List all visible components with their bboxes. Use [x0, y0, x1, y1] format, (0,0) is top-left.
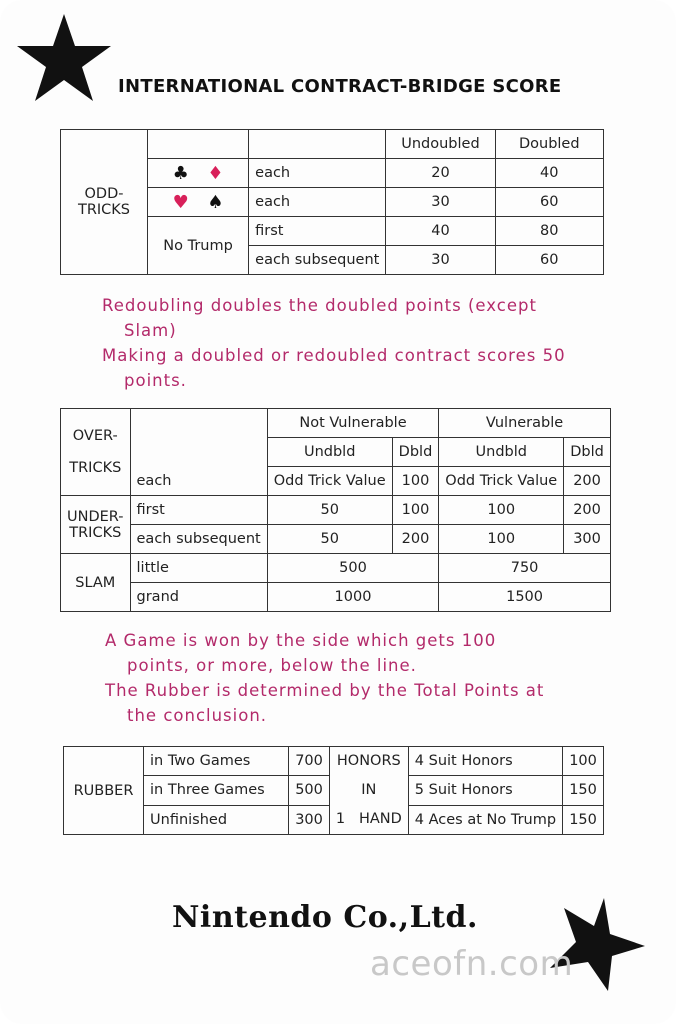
row-label: each — [249, 159, 386, 188]
odd-tricks-label: ODD- TRICKS — [61, 130, 148, 275]
cell-value: 300 — [564, 525, 611, 554]
cell-value: 300 — [289, 805, 330, 834]
no-trump-label: No Trump — [148, 217, 249, 275]
cell-value: 100 — [392, 467, 439, 496]
brand-logo: Nintendo Co.,Ltd. — [172, 900, 478, 935]
spade-icon: ♠ — [207, 191, 224, 213]
cell-value: 40 — [386, 217, 495, 246]
row-label: little — [130, 554, 267, 583]
overtricks-label: OVER- TRICKS — [61, 409, 131, 496]
cell-value: 60 — [495, 188, 603, 217]
heart-icon: ♥ — [172, 191, 189, 213]
row-label: in Two Games — [144, 747, 289, 776]
undertricks-label: UNDER- TRICKS — [61, 496, 131, 554]
row-label: 4 Suit Honors — [408, 747, 562, 776]
cell-value: Odd Trick Value — [439, 467, 564, 496]
row-label: in Three Games — [144, 776, 289, 805]
row-label: each subsequent — [249, 246, 386, 275]
row-label: 4 Aces at No Trump — [408, 805, 562, 834]
redouble-note: Redoubling doubles the doubled points (except Slam) Making a doubled or redoubled contract scores 50 points. — [102, 296, 566, 390]
row-label: first — [249, 217, 386, 246]
cell-value: 500 — [267, 554, 439, 583]
cell-value: 50 — [267, 496, 392, 525]
row-label: first — [130, 496, 267, 525]
row-label: each — [249, 188, 386, 217]
slam-label: SLAM — [61, 554, 131, 612]
cell-value: 100 — [392, 496, 439, 525]
col-undoubled: Undoubled — [386, 130, 495, 159]
row-label: grand — [130, 583, 267, 612]
col-dbld: Dbld — [564, 438, 611, 467]
cell-value: 200 — [564, 467, 611, 496]
watermark: aceofn.com — [370, 944, 574, 984]
minor-suits — [148, 159, 249, 188]
col-dbld: Dbld — [392, 438, 439, 467]
row-label: each subsequent — [130, 525, 267, 554]
cell-value: Odd Trick Value — [267, 467, 392, 496]
cell-value: 750 — [439, 554, 611, 583]
star-icon — [14, 12, 114, 104]
honors-label: HONORS IN 1 HAND — [329, 747, 408, 835]
cell-value: 60 — [495, 246, 603, 275]
page-title: INTERNATIONAL CONTRACT-BRIDGE SCORE — [118, 76, 562, 97]
game-rubber-note: A Game is won by the side which gets 100 points, or more, below the line. The Rubber is determined by the Total Points at the conclusion. — [105, 631, 545, 725]
rubber-table — [63, 746, 604, 835]
vulnerable-header: Vulnerable — [439, 409, 611, 438]
col-undbld: Undbld — [267, 438, 392, 467]
cell-value: 100 — [439, 496, 564, 525]
cell-value: 100 — [563, 747, 604, 776]
cell-value: 40 — [495, 159, 603, 188]
cell-value: 1500 — [439, 583, 611, 612]
cell-value: 200 — [564, 496, 611, 525]
cell-value: 150 — [563, 805, 604, 834]
major-suits — [148, 188, 249, 217]
odd-tricks-table — [60, 129, 604, 275]
col-doubled: Doubled — [495, 130, 603, 159]
row-label: Unfinished — [144, 805, 289, 834]
cell-value: 1000 — [267, 583, 439, 612]
cell-value: 200 — [392, 525, 439, 554]
diamond-icon: ♦ — [207, 162, 224, 184]
cell-value: 80 — [495, 217, 603, 246]
not-vulnerable-header: Not Vulnerable — [267, 409, 439, 438]
overtricks-table — [60, 408, 611, 612]
cell-value: 500 — [289, 776, 330, 805]
cell-value: 100 — [439, 525, 564, 554]
col-undbld: Undbld — [439, 438, 564, 467]
club-icon: ♣ — [172, 162, 189, 184]
cell-value: 30 — [386, 188, 495, 217]
row-label: 5 Suit Honors — [408, 776, 562, 805]
cell-value: 30 — [386, 246, 495, 275]
cell-value: 150 — [563, 776, 604, 805]
rubber-label: RUBBER — [64, 747, 144, 835]
cell-value: 700 — [289, 747, 330, 776]
cell-value: 20 — [386, 159, 495, 188]
row-label: each — [130, 467, 267, 496]
cell-value: 50 — [267, 525, 392, 554]
